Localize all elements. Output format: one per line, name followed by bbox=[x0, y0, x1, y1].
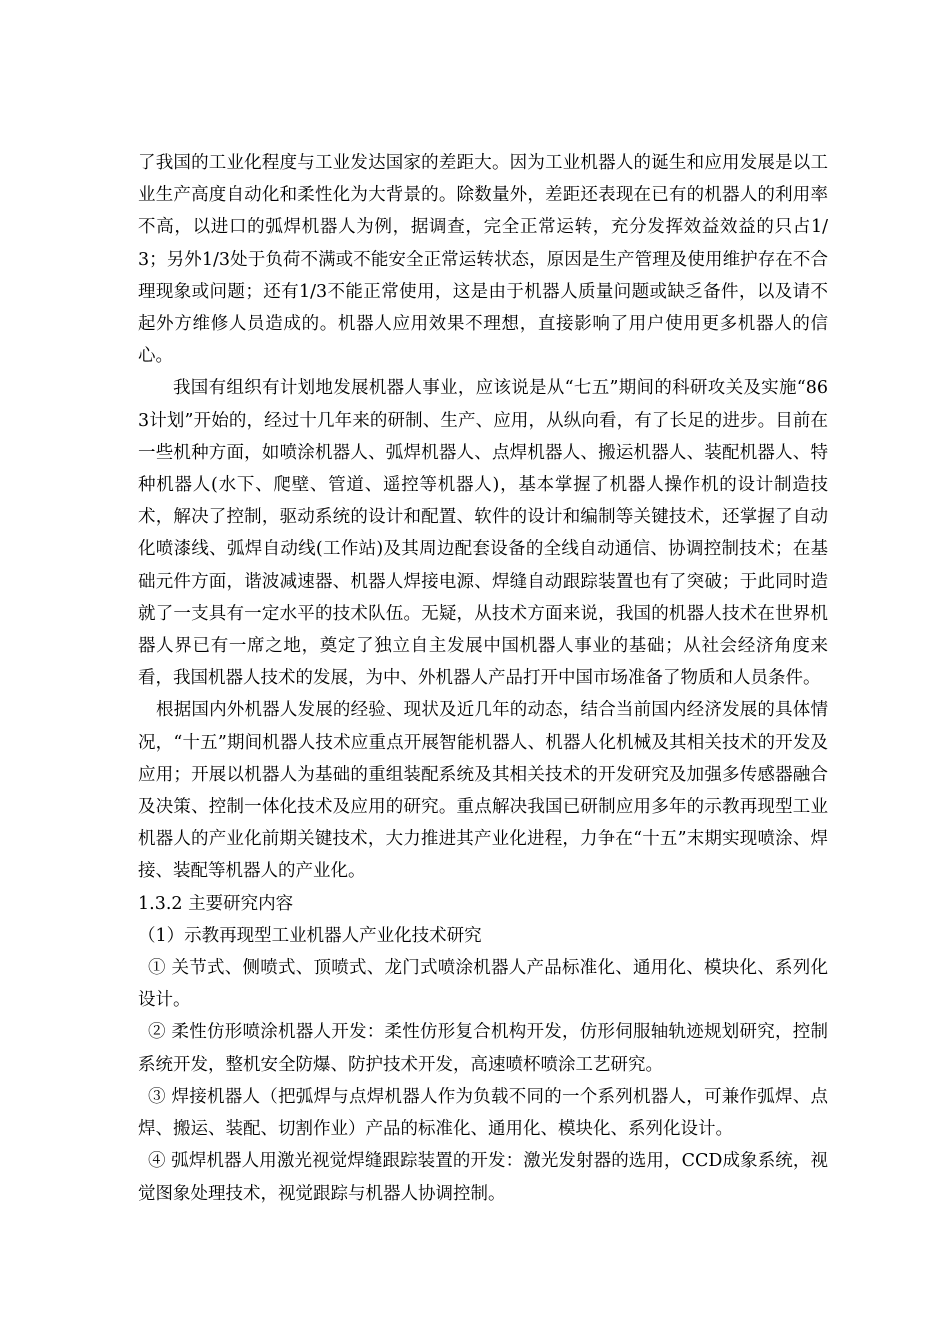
subsection-heading: （1）示教再现型工业机器人产业化技术研究 bbox=[138, 925, 482, 946]
paragraph-development-history: 我国有组织有计划地发展机器人事业，应该说是从“七五”期间的科研攻关及实施“863计划”开始的，经过十几年来的研制、生产、应用，从纵向看，有了长足的进步。目前在一些机种方面，如喷涂机器人、弧焊机器人、点焊机器人、搬运机器人、装配机器人、特种机器人(水下、爬壁、管道、遥控等机器人)，基本掌握了机器人操作机的设计制造技术，解决了控制，驱动系统的设计和配置、软件的设计和编制等关键技术，还掌握了自动化喷漆线、弧焊自动线(工作站)及其周边配套设备的全线自动通信、协调控制技术；在基础元件方面，谐波减速器、机器人焊接电源、焊缝自动跟踪装置也有了突破；于此同时造就了一支具有一定水平的技术队伍。无疑，从技术方面来说，我国的机器人技术在世界机器人界已有一席之地，奠定了独立自主发展中国机器人事业的基础；从社会经济角度来看，我国机器人技术的发展，为中、外机器人产品打开中国市场准备了物质和人员条件。 bbox=[138, 378, 828, 689]
document-body bbox=[138, 147, 828, 1210]
paragraph-continued: 了我国的工业化程度与工业发达国家的差距大。因为工业机器人的诞生和应用发展是以工业生产高度自动化和柔性化为大背景的。除数量外，差距还表现在已有的机器人的利用率不高，以进口的弧焊机器人为例，据调查，完全正常运转，充分发挥效益效益的只占1/3；另外1/3处于负荷不满或不能安全正常运转状态，原因是生产管理及使用维护存在不合理现象或问题；还有1/3不能正常使用，这是由于机器人质量问题或缺乏备件，以及请不起外方维修人员造成的。机器人应用效果不理想，直接影响了用户使用更多机器人的信心。 bbox=[138, 153, 828, 367]
list-item-2: ② 柔性仿形喷涂机器人开发：柔性仿形复合机构开发，仿形伺服轴轨迹规划研究，控制系统开发，整机安全防爆、防护技术开发，高速喷杯喷涂工艺研究。 bbox=[138, 1022, 828, 1075]
list-item-3: ③ 焊接机器人（把弧焊与点焊机器人作为负载不同的一个系列机器人，可兼作弧焊、点焊、搬运、装配、切割作业）产品的标准化、通用化、模块化、系列化设计。 bbox=[138, 1086, 828, 1140]
list-item-4: ④ 弧焊机器人用激光视觉焊缝跟踪装置的开发：激光发射器的选用，CCD成象系统，视觉图象处理技术，视觉跟踪与机器人协调控制。 bbox=[138, 1151, 828, 1204]
list-item-1: ① 关节式、侧喷式、顶喷式、龙门式喷涂机器人产品标准化、通用化、模块化、系列化设计。 bbox=[138, 958, 828, 1011]
paragraph-five-year-plan: 根据国内外机器人发展的经验、现状及近几年的动态，结合当前国内经济发展的具体情况，“十五”期间机器人技术应重点开展智能机器人、机器人化机械及其相关技术的开发及应用；开展以机器人为基础的重组装配系统及其相关技术的开发研究及加强多传感器融合及决策、控制一体化技术及应用的研究。重点解决我国已研制应用多年的示教再现型工业机器人的产业化前期关键技术，大力推进其产业化进程，力争在“十五”末期实现喷涂、焊接、装配等机器人的产业化。 bbox=[138, 700, 828, 882]
section-heading: 1.3.2 主要研究内容 bbox=[138, 893, 294, 914]
